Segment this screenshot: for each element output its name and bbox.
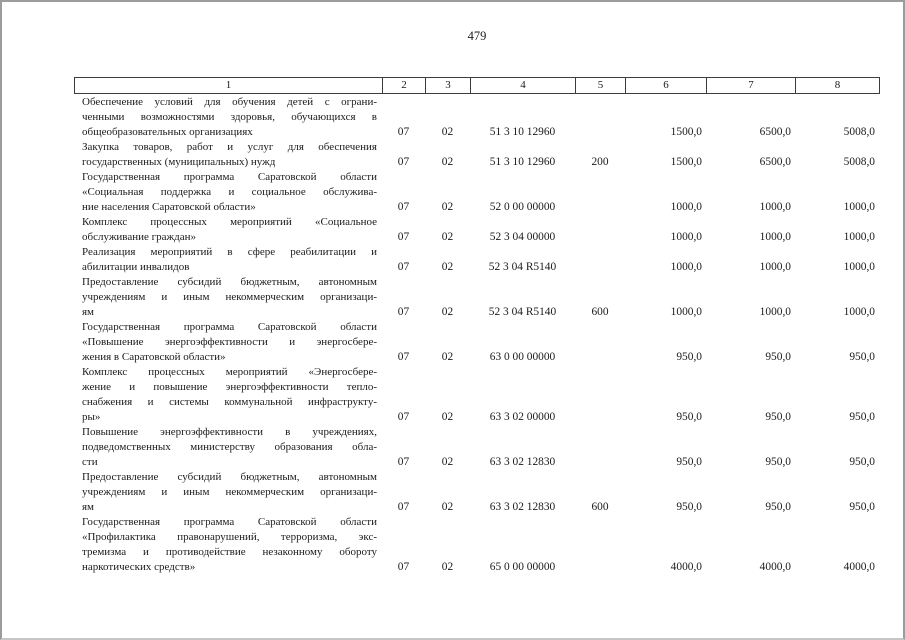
description-line: жение и повышение энергоэффективности тепло- xyxy=(82,381,377,393)
cell-amount-year2: 1000,0 xyxy=(759,201,791,213)
cell-amount-year3: 1000,0 xyxy=(843,306,875,318)
table-row xyxy=(75,320,879,365)
cell-subsection-code: 02 xyxy=(441,231,454,243)
row-description xyxy=(75,515,382,575)
cell-expense-type-code: 600 xyxy=(591,306,609,318)
description-line: Комплекс процессных мероприятий «Социальное xyxy=(82,216,377,228)
cell-target-article-code: 52 3 04 00000 xyxy=(489,231,556,243)
row-description xyxy=(75,95,382,140)
row-description xyxy=(75,365,382,425)
cell-subsection-code: 02 xyxy=(441,351,454,363)
description-line: Предоставление субсидий бюджетным, автономным xyxy=(82,471,377,483)
cell-section-code: 07 xyxy=(397,351,410,363)
cell-subsection-code: 02 xyxy=(441,456,454,468)
description-line: учреждениям и иным некоммерческим организаци- xyxy=(82,291,377,303)
row-description xyxy=(75,425,382,470)
description-line: Государственная программа Саратовской области xyxy=(82,516,377,528)
header-cell-5: 5 xyxy=(575,78,625,93)
table-body xyxy=(75,95,879,575)
row-description xyxy=(75,245,382,275)
cell-amount-year3: 5008,0 xyxy=(843,156,875,168)
row-description xyxy=(75,320,382,365)
description-line: Предоставление субсидий бюджетным, автономным xyxy=(82,276,377,288)
cell-amount-year3: 950,0 xyxy=(849,456,875,468)
table-row xyxy=(75,515,879,575)
header-cell-8: 8 xyxy=(795,78,879,93)
cell-amount-year2: 1000,0 xyxy=(759,261,791,273)
cell-section-code: 07 xyxy=(397,306,410,318)
description-line: Государственная программа Саратовской области xyxy=(82,321,377,333)
cell-amount-year3: 5008,0 xyxy=(843,126,875,138)
cell-amount-year1: 950,0 xyxy=(676,501,702,513)
description-line: ченными возможностями здоровья, обучающихся в xyxy=(82,111,377,123)
description-line: Комплекс процессных мероприятий «Энергосбере- xyxy=(82,366,377,378)
cell-subsection-code: 02 xyxy=(441,411,454,423)
cell-amount-year1: 1000,0 xyxy=(670,261,702,273)
cell-target-article-code: 52 0 00 00000 xyxy=(489,201,556,213)
cell-subsection-code: 02 xyxy=(441,501,454,513)
cell-expense-type-code: 200 xyxy=(591,156,609,168)
description-line: ям xyxy=(82,501,95,513)
cell-subsection-code: 02 xyxy=(441,156,454,168)
table-header-row xyxy=(75,78,879,93)
description-line: Закупка товаров, работ и услуг для обеспечения xyxy=(82,141,377,153)
cell-amount-year2: 6500,0 xyxy=(759,156,791,168)
cell-target-article-code: 51 3 10 12960 xyxy=(489,156,556,168)
header-cell-6: 6 xyxy=(625,78,706,93)
table-row xyxy=(75,470,879,515)
cell-amount-year2: 950,0 xyxy=(765,456,791,468)
description-line: снабжения и системы коммунальной инфраструкту- xyxy=(82,396,377,408)
table-row xyxy=(75,425,879,470)
description-line: ние населения Саратовской области» xyxy=(82,201,256,213)
cell-target-article-code: 51 3 10 12960 xyxy=(489,126,556,138)
cell-target-article-code: 63 0 00 00000 xyxy=(489,351,556,363)
header-cell-4: 4 xyxy=(470,78,575,93)
description-line: общеобразовательных организациях xyxy=(82,126,253,138)
row-description xyxy=(75,170,382,215)
description-line: обслуживание граждан» xyxy=(82,231,197,243)
row-description xyxy=(75,215,382,245)
cell-amount-year1: 1000,0 xyxy=(670,201,702,213)
cell-amount-year2: 950,0 xyxy=(765,351,791,363)
description-line: Реализация мероприятий в сфере реабилитации и xyxy=(82,246,377,258)
header-cell-7: 7 xyxy=(706,78,795,93)
cell-amount-year3: 1000,0 xyxy=(843,231,875,243)
cell-section-code: 07 xyxy=(397,456,410,468)
table-row xyxy=(75,215,879,245)
row-description xyxy=(75,275,382,320)
cell-target-article-code: 63 3 02 00000 xyxy=(489,411,556,423)
description-line: наркотических средств» xyxy=(82,561,196,573)
cell-target-article-code: 52 3 04 R5140 xyxy=(488,261,557,273)
cell-amount-year1: 1000,0 xyxy=(670,306,702,318)
description-line: жения в Саратовской области» xyxy=(82,351,226,363)
cell-section-code: 07 xyxy=(397,231,410,243)
budget-table xyxy=(75,78,879,575)
cell-amount-year1: 950,0 xyxy=(676,351,702,363)
description-line: Обеспечение условий для обучения детей с ограни- xyxy=(82,96,377,108)
cell-amount-year3: 1000,0 xyxy=(843,261,875,273)
cell-amount-year3: 950,0 xyxy=(849,351,875,363)
cell-subsection-code: 02 xyxy=(441,126,454,138)
description-line: Повышение энергоэффективности в учреждениях, xyxy=(82,426,377,438)
description-line: «Повышение энергоэффективности и энергосбере- xyxy=(82,336,377,348)
table-row xyxy=(75,245,879,275)
table-row xyxy=(75,275,879,320)
description-line: «Профилактика правонарушений, терроризма, экс- xyxy=(82,531,377,543)
table-row xyxy=(75,95,879,140)
header-cell-3: 3 xyxy=(425,78,470,93)
cell-subsection-code: 02 xyxy=(441,201,454,213)
cell-amount-year3: 950,0 xyxy=(849,501,875,513)
cell-section-code: 07 xyxy=(397,201,410,213)
cell-amount-year2: 950,0 xyxy=(765,501,791,513)
description-line: Государственная программа Саратовской области xyxy=(82,171,377,183)
cell-subsection-code: 02 xyxy=(441,261,454,273)
cell-amount-year3: 950,0 xyxy=(849,411,875,423)
description-line: тремизма и противодействие незаконному обороту xyxy=(82,546,377,558)
cell-amount-year2: 4000,0 xyxy=(759,561,791,573)
cell-amount-year1: 950,0 xyxy=(676,411,702,423)
cell-amount-year2: 6500,0 xyxy=(759,126,791,138)
cell-amount-year3: 4000,0 xyxy=(843,561,875,573)
cell-amount-year1: 950,0 xyxy=(676,456,702,468)
cell-amount-year1: 1000,0 xyxy=(670,231,702,243)
cell-amount-year3: 1000,0 xyxy=(843,201,875,213)
cell-amount-year2: 1000,0 xyxy=(759,306,791,318)
description-line: учреждениям и иным некоммерческим организаци- xyxy=(82,486,377,498)
cell-subsection-code: 02 xyxy=(441,306,454,318)
cell-target-article-code: 52 3 04 R5140 xyxy=(488,306,557,318)
cell-target-article-code: 65 0 00 00000 xyxy=(489,561,556,573)
cell-target-article-code: 63 3 02 12830 xyxy=(489,501,556,513)
cell-section-code: 07 xyxy=(397,561,410,573)
cell-target-article-code: 63 3 02 12830 xyxy=(489,456,556,468)
cell-section-code: 07 xyxy=(397,126,410,138)
cell-amount-year2: 1000,0 xyxy=(759,231,791,243)
description-line: ры» xyxy=(82,411,101,423)
description-line: абилитации инвалидов xyxy=(82,261,190,273)
cell-amount-year1: 1500,0 xyxy=(670,126,702,138)
cell-section-code: 07 xyxy=(397,156,410,168)
table-row xyxy=(75,140,879,170)
page-number: 479 xyxy=(467,29,487,43)
cell-amount-year1: 1500,0 xyxy=(670,156,702,168)
header-cell-1: 1 xyxy=(225,79,232,91)
cell-section-code: 07 xyxy=(397,501,410,513)
header-cell-2: 2 xyxy=(382,78,425,93)
cell-amount-year1: 4000,0 xyxy=(670,561,702,573)
description-line: ям xyxy=(82,306,95,318)
description-line: государственных (муниципальных) нужд xyxy=(82,156,276,168)
description-line: «Социальная поддержка и социальное обслужива- xyxy=(82,186,377,198)
description-line: подведомственных министерству образования обла- xyxy=(82,441,377,453)
table-row xyxy=(75,365,879,425)
cell-amount-year2: 950,0 xyxy=(765,411,791,423)
cell-section-code: 07 xyxy=(397,411,410,423)
description-line: сти xyxy=(82,456,98,468)
cell-expense-type-code: 600 xyxy=(591,501,609,513)
cell-subsection-code: 02 xyxy=(441,561,454,573)
cell-section-code: 07 xyxy=(397,261,410,273)
row-description xyxy=(75,140,382,170)
row-description xyxy=(75,470,382,515)
table-row xyxy=(75,170,879,215)
